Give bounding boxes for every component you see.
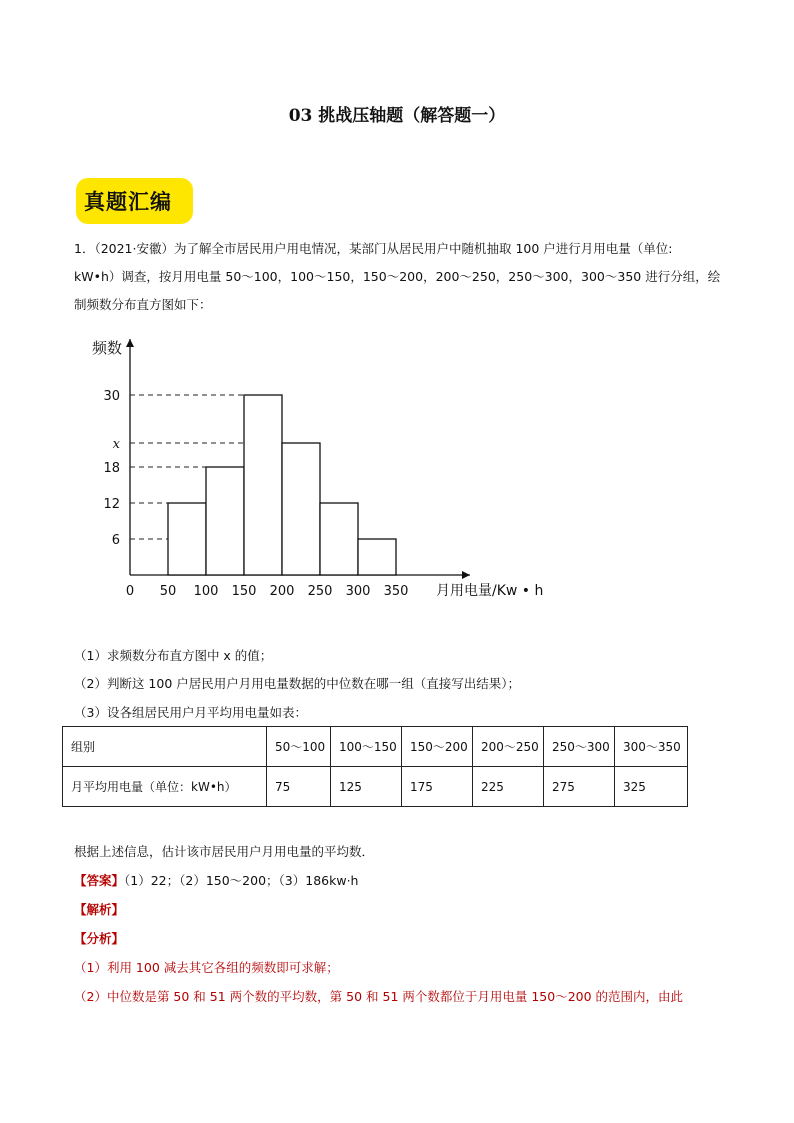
x-tick-label: 350 — [383, 584, 409, 599]
y-tick-label: 30 — [103, 389, 120, 404]
question-line-2: kW•h）调查，按月用电量 50～100，100～150，150～200，200～250，250～300，300～350 进行分组，绘 — [74, 269, 721, 284]
table-group-cell: 50～100 — [267, 727, 331, 767]
table-value-cell: 175 — [402, 767, 473, 807]
average-usage-table — [62, 726, 688, 807]
question-line-3: 制频数分布直方图如下： — [74, 297, 212, 312]
x-tick-label: 0 — [125, 584, 135, 599]
table-value-cell: 225 — [473, 767, 544, 807]
x-tick-label: 150 — [231, 584, 257, 599]
y-axis-title: 频数 — [92, 339, 123, 357]
y-tick-label: 12 — [103, 497, 120, 512]
analysis-label: 【解析】 — [74, 902, 125, 917]
histogram-bar — [168, 503, 206, 575]
histogram-bar — [206, 467, 244, 575]
table-value-cell: 125 — [331, 767, 402, 807]
y-tick-label: 6 — [111, 533, 120, 548]
table-value-cell: 75 — [267, 767, 331, 807]
y-axis-arrow — [126, 339, 134, 347]
table-group-cell: 250～300 — [544, 727, 615, 767]
subquestion-3: （3）设各组居民用户月平均用电量如表： — [74, 705, 307, 720]
table-row-label: 月平均用电量（单位：kW•h） — [63, 767, 267, 807]
x-tick-label: 300 — [345, 584, 371, 599]
answer-text: （1）22；（2）150～200；（3）186kw·h — [124, 873, 359, 888]
answer-line — [74, 871, 358, 889]
estimate-prompt: 根据上述信息，估计该市居民用户月用电量的平均数． — [74, 844, 375, 859]
y-tick-label: x — [112, 437, 120, 452]
table-group-cell: 150～200 — [402, 727, 473, 767]
question-line-1: 1．（2021·安徽）为了解全市居民用户用电情况，某部门从居民用户中随机抽取 100 户进行月用电量（单位: — [74, 241, 673, 256]
subquestion-1: （1）求频数分布直方图中 x 的值； — [74, 648, 273, 663]
table-value-cell: 275 — [544, 767, 615, 807]
table-group-cell: 100～150 — [331, 727, 402, 767]
table-value-cell: 325 — [615, 767, 688, 807]
histogram-bar — [320, 503, 358, 575]
x-tick-label: 100 — [193, 584, 219, 599]
x-tick-label: 200 — [269, 584, 295, 599]
solution-step-2: （2）中位数是第 50 和 51 两个数的平均数，第 50 和 51 两个数都位于月用电量 150～200 的范围内，由此 — [74, 989, 684, 1004]
section-badge-label: 真题汇编 — [84, 190, 172, 214]
answer-label: 【答案】 — [74, 873, 125, 888]
table-header-label: 组别 — [63, 727, 267, 767]
subquestion-2: （2）判断这 100 户居民用户月用电量数据的中位数在哪一组（直接写出结果）； — [74, 676, 521, 691]
table-group-cell: 300～350 — [615, 727, 688, 767]
page-title: 03 挑战压轴题（解答题一） — [288, 106, 506, 126]
histogram-bar — [358, 539, 396, 575]
solution-step-1: （1）利用 100 减去其它各组的频数即可求解； — [74, 960, 339, 975]
table-group-cell: 200～250 — [473, 727, 544, 767]
x-axis-arrow — [462, 571, 470, 579]
y-tick-label: 18 — [103, 461, 120, 476]
histogram-bar — [244, 395, 282, 575]
x-tick-label: 50 — [159, 584, 177, 599]
x-tick-label: 250 — [307, 584, 333, 599]
histogram-bar — [282, 443, 320, 575]
table-value-row — [63, 767, 688, 807]
x-axis-title: 月用电量/Kw • h — [436, 583, 544, 599]
fenxi-label: 【分析】 — [74, 931, 125, 946]
table-header-row — [63, 727, 688, 767]
